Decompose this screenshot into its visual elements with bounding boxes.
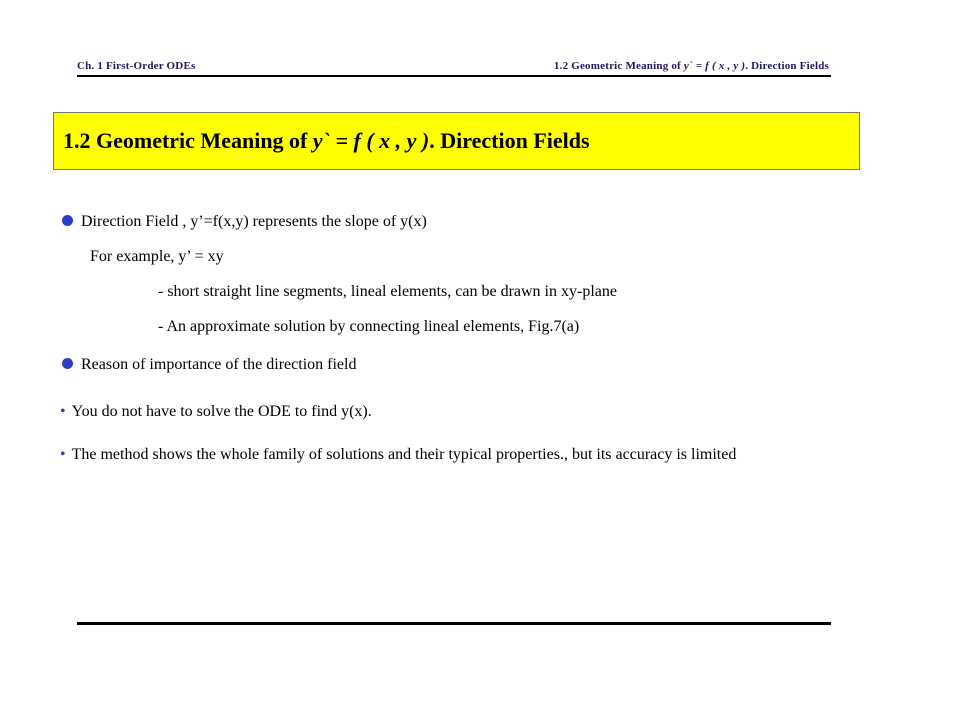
point-whole-family-text: The method shows the whole family of solutions and their typical properties., but its accuracy is limited bbox=[71, 446, 737, 463]
example-line: For example, y’ = xy bbox=[90, 248, 224, 265]
section-header bbox=[554, 60, 829, 72]
bullet-dot-icon bbox=[62, 358, 73, 369]
point-no-solve bbox=[60, 403, 372, 421]
footer-divider bbox=[77, 622, 831, 625]
section-header-formula: y` = f ( x , y ) bbox=[683, 60, 746, 72]
title-suffix: . Direction Fields bbox=[429, 128, 590, 153]
slide-title bbox=[63, 128, 590, 154]
title-formula: y` = f ( x , y ) bbox=[312, 128, 430, 153]
bullet-reason bbox=[62, 356, 356, 374]
bullet-direction-field-text: Direction Field , y’=f(x,y) represents the slope of y(x) bbox=[81, 213, 427, 230]
point-no-solve-text: You do not have to solve the ODE to find y(x). bbox=[71, 403, 372, 420]
bullet-direction-field bbox=[62, 213, 427, 231]
bullet-reason-text: Reason of importance of the direction field bbox=[81, 356, 357, 373]
title-prefix: 1.2 Geometric Meaning of bbox=[63, 128, 313, 153]
point-whole-family bbox=[60, 446, 736, 464]
section-header-prefix: 1.2 Geometric Meaning of bbox=[553, 60, 684, 72]
small-bullet-icon: • bbox=[60, 403, 66, 420]
title-box bbox=[53, 112, 860, 170]
header-divider bbox=[77, 75, 831, 77]
small-bullet-icon: • bbox=[60, 446, 66, 463]
bullet-dot-icon bbox=[62, 215, 73, 226]
chapter-header: Ch. 1 First-Order ODEs bbox=[77, 60, 196, 72]
section-header-suffix: . Direction Fields bbox=[745, 60, 829, 72]
dash-item-lineal-elements: - short straight line segments, lineal elements, can be drawn in xy-plane bbox=[158, 283, 617, 300]
dash-item-approximate-solution: - An approximate solution by connecting lineal elements, Fig.7(a) bbox=[158, 318, 580, 335]
